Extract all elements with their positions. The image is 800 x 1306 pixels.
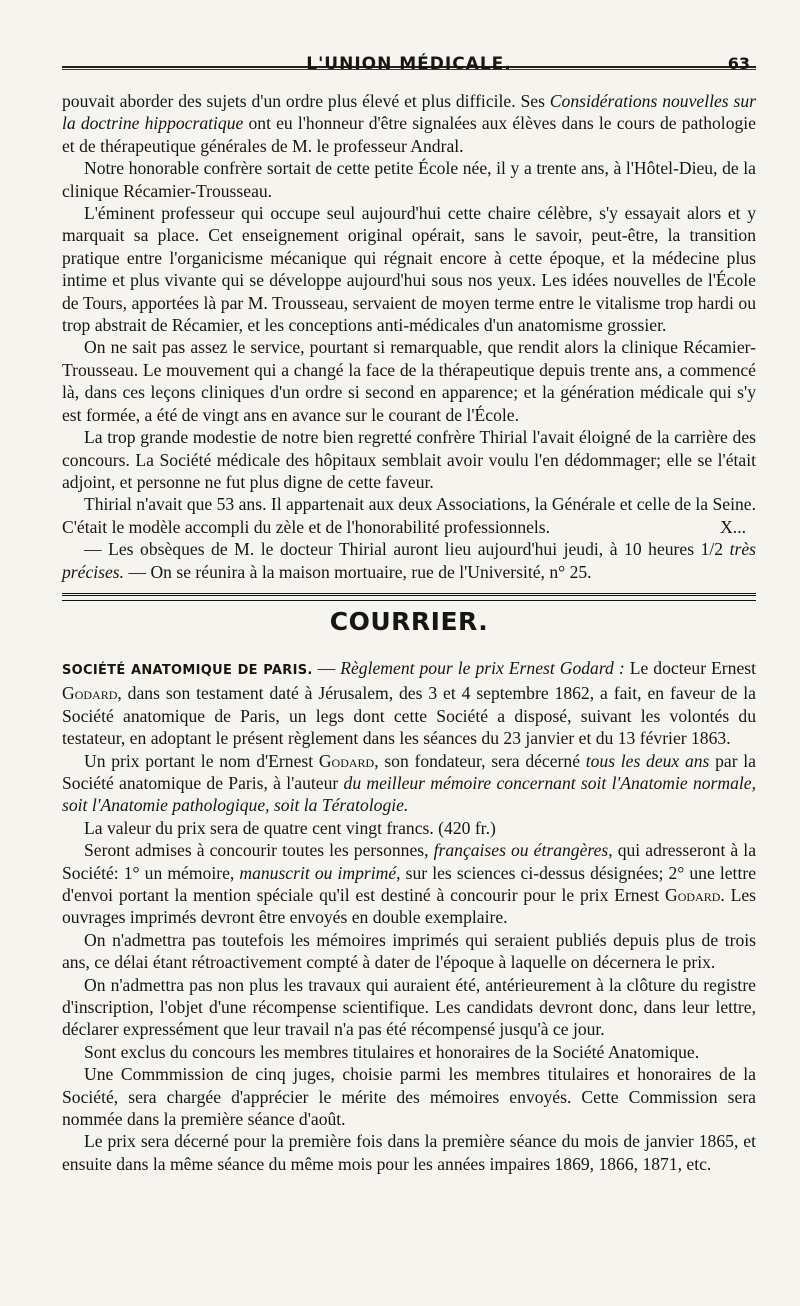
text-run: Sont exclus du concours les membres titulaires et honoraires de la Société Anatomique.	[84, 1041, 700, 1062]
paragraph	[62, 974, 756, 1041]
italic-text: Considérations nouvelles sur la doctrine hippocratique	[62, 91, 756, 134]
text-run: Le prix sera décerné pour la première fois dans la première séance du mois de janvier 1865, et ensuite dans la même séance du même mois pour les années impaires 1869, 1866, 1871, etc.	[62, 1131, 756, 1174]
running-head	[62, 0, 756, 74]
text-run: L'éminent professeur qui occupe seul aujourd'hui cette chaire célèbre, s'y essayait alors et y marquait sa place. Cet enseignement original opérait, sans le savoir, peut-être, la transition pratique entre l'organicisme mécanique qui régnait encore à cette époque, et la médecine plus intime et plus vivante qui se développe aujourd'hui sous nos yeux. Les idées nouvelles de l'École de Tours, apportées là par M. Trousseau, servaient de moyen terme entre le vitalisme trop hardi ou trop abstrait de Récamier, et les conceptions anti-médicales d'un anatomisme grossier.	[62, 203, 756, 336]
italic-text: tous les deux ans	[585, 750, 710, 771]
text-run: Une Commmission de cinq juges, choisie parmi les membres titulaires et honoraires de la Société, sera chargée d'apprécier le mérite des mémoires envoyés. Cette Commission sera nommée dans la première séance d'août.	[62, 1064, 756, 1130]
text-run: par la Société anatomique de Paris, à l'auteur	[62, 750, 756, 793]
text-run: Seront admises à concourir toutes les personnes,	[84, 840, 434, 861]
text-run: La trop grande modestie de notre bien regretté confrère Thirial l'avait éloigné de la carrière des concours. La Société médicale des hôpitaux semblait avoir voulu l'en dédommager; elle se l'était adjoint, et personne ne fut plus digne de cette faveur.	[62, 427, 756, 492]
text-run: On n'admettra pas non plus les travaux qui auraient été, antérieurement à la clôture du registre d'inscription, l'objet d'une récompense scientifique. Les candidats devront donc, dans leur lettre, déclarer expressément que leur travail n'a pas été récompensé jusqu'à ce jour.	[62, 974, 756, 1040]
text-run: Un prix portant le nom d'Ernest	[84, 750, 319, 771]
italic-text: françaises ou étrangères	[433, 840, 609, 861]
paragraph	[62, 657, 756, 750]
paragraph	[62, 538, 756, 583]
paragraph	[62, 202, 756, 336]
text-run: —	[312, 657, 341, 678]
italic-text: du meilleur mémoire concernant soit l'Anatomie normale, soit l'Anatomie pathologique, soit la Tératologie.	[62, 772, 756, 816]
courrier-body	[62, 657, 756, 1175]
article-body	[62, 90, 756, 583]
text-run: . Les ouvrages imprimés devront être envoyés en double exemplaire.	[62, 885, 756, 928]
paragraph	[62, 90, 756, 157]
section-title: COURRIER.	[329, 606, 489, 636]
text-run: ont eu l'honneur d'être signalées aux élèves dans le cours de pathologie et de thérapeutique générales de M. le professeur Andral.	[62, 113, 756, 156]
text-run: , son fondateur, sera décerné	[374, 750, 586, 771]
running-title: L'UNION MÉDICALE.	[306, 54, 512, 74]
page-number: 63	[727, 54, 750, 73]
text-run: On n'admettra pas toutefois les mémoires imprimés qui seraient publiés depuis plus de trois ans, ce délai étant rétroactivement compté à dater de l'époque à laquelle on décernera le prix.	[62, 929, 756, 973]
paragraph	[62, 157, 756, 202]
text-run: La valeur du prix sera de quatre cent vingt francs. (420 fr.)	[84, 817, 496, 838]
paragraph	[62, 929, 756, 974]
text-run: — On se réunira à la maison mortuaire, rue de l'Université, n° 25.	[124, 561, 592, 582]
paragraph	[62, 750, 756, 817]
text-run: , dans son testament daté à Jérusalem, des 3 et 4 septembre 1862, a fait, en faveur de la Société anatomique de Paris, un legs dont cette Société a disposé, suivant les volontés du testateur, en adoptant le présent règlement dans les séances du 23 janvier et du 13 février 1863.	[62, 683, 756, 749]
text-run: pouvait aborder des sujets d'un ordre plus élevé et plus difficile. Ses	[62, 91, 550, 111]
italic-text: Règlement pour le prix Ernest Godard :	[340, 657, 625, 678]
small-caps-name: Godard	[664, 885, 721, 905]
italic-text: très précises.	[62, 539, 756, 582]
paragraph	[62, 1063, 756, 1130]
section-divider	[62, 593, 756, 601]
paragraph	[62, 426, 756, 493]
text-run: Thirial n'avait que 53 ans. Il appartenait aux deux Associations, la Générale et celle de la Seine. C'était le modèle accompli du zèle et de l'honorabilité professionnels.	[62, 494, 756, 537]
text-run: , qui adresseront à la Société: 1° un mémoire,	[62, 840, 757, 883]
small-caps-name: Godard	[318, 750, 375, 771]
paragraph	[62, 839, 756, 929]
paragraph	[62, 1130, 756, 1175]
signature: X...	[720, 516, 746, 537]
section-label: SOCIÉTÉ ANATOMIQUE DE PARIS.	[62, 662, 313, 678]
paragraph	[62, 1041, 756, 1063]
small-caps-name: Godard	[62, 683, 118, 704]
text-run: Le docteur Ernest	[624, 657, 757, 678]
text-run: Notre honorable confrère sortait de cette petite École née, il y a trente ans, à l'Hôtel-Dieu, de la clinique Récamier-Trousseau.	[62, 158, 756, 201]
paragraph	[62, 336, 756, 426]
text-run: , sur les sciences ci-dessus désignées; 2° une lettre d'envoi portant la mention spéciale qu'il est destiné à concourir pour le prix Ernest	[62, 862, 757, 905]
paragraph	[62, 817, 756, 839]
paragraph	[62, 493, 756, 538]
text-run: On ne sait pas assez le service, pourtant si remarquable, que rendit alors la clinique Récamier-Trousseau. Le mouvement qui a changé la face de la thérapeutique depuis trente ans, a commencé là, dans ces leçons cliniques d'un ordre si second en apparence; et la génération médicale qui s'y est formée, a été de vingt ans en avance sur le courant de l'École.	[62, 337, 756, 425]
italic-text: manuscrit ou imprimé	[239, 862, 397, 883]
text-run: — Les obsèques de M. le docteur Thirial auront lieu aujourd'hui jeudi, à 10 heures 1/2	[84, 539, 730, 560]
